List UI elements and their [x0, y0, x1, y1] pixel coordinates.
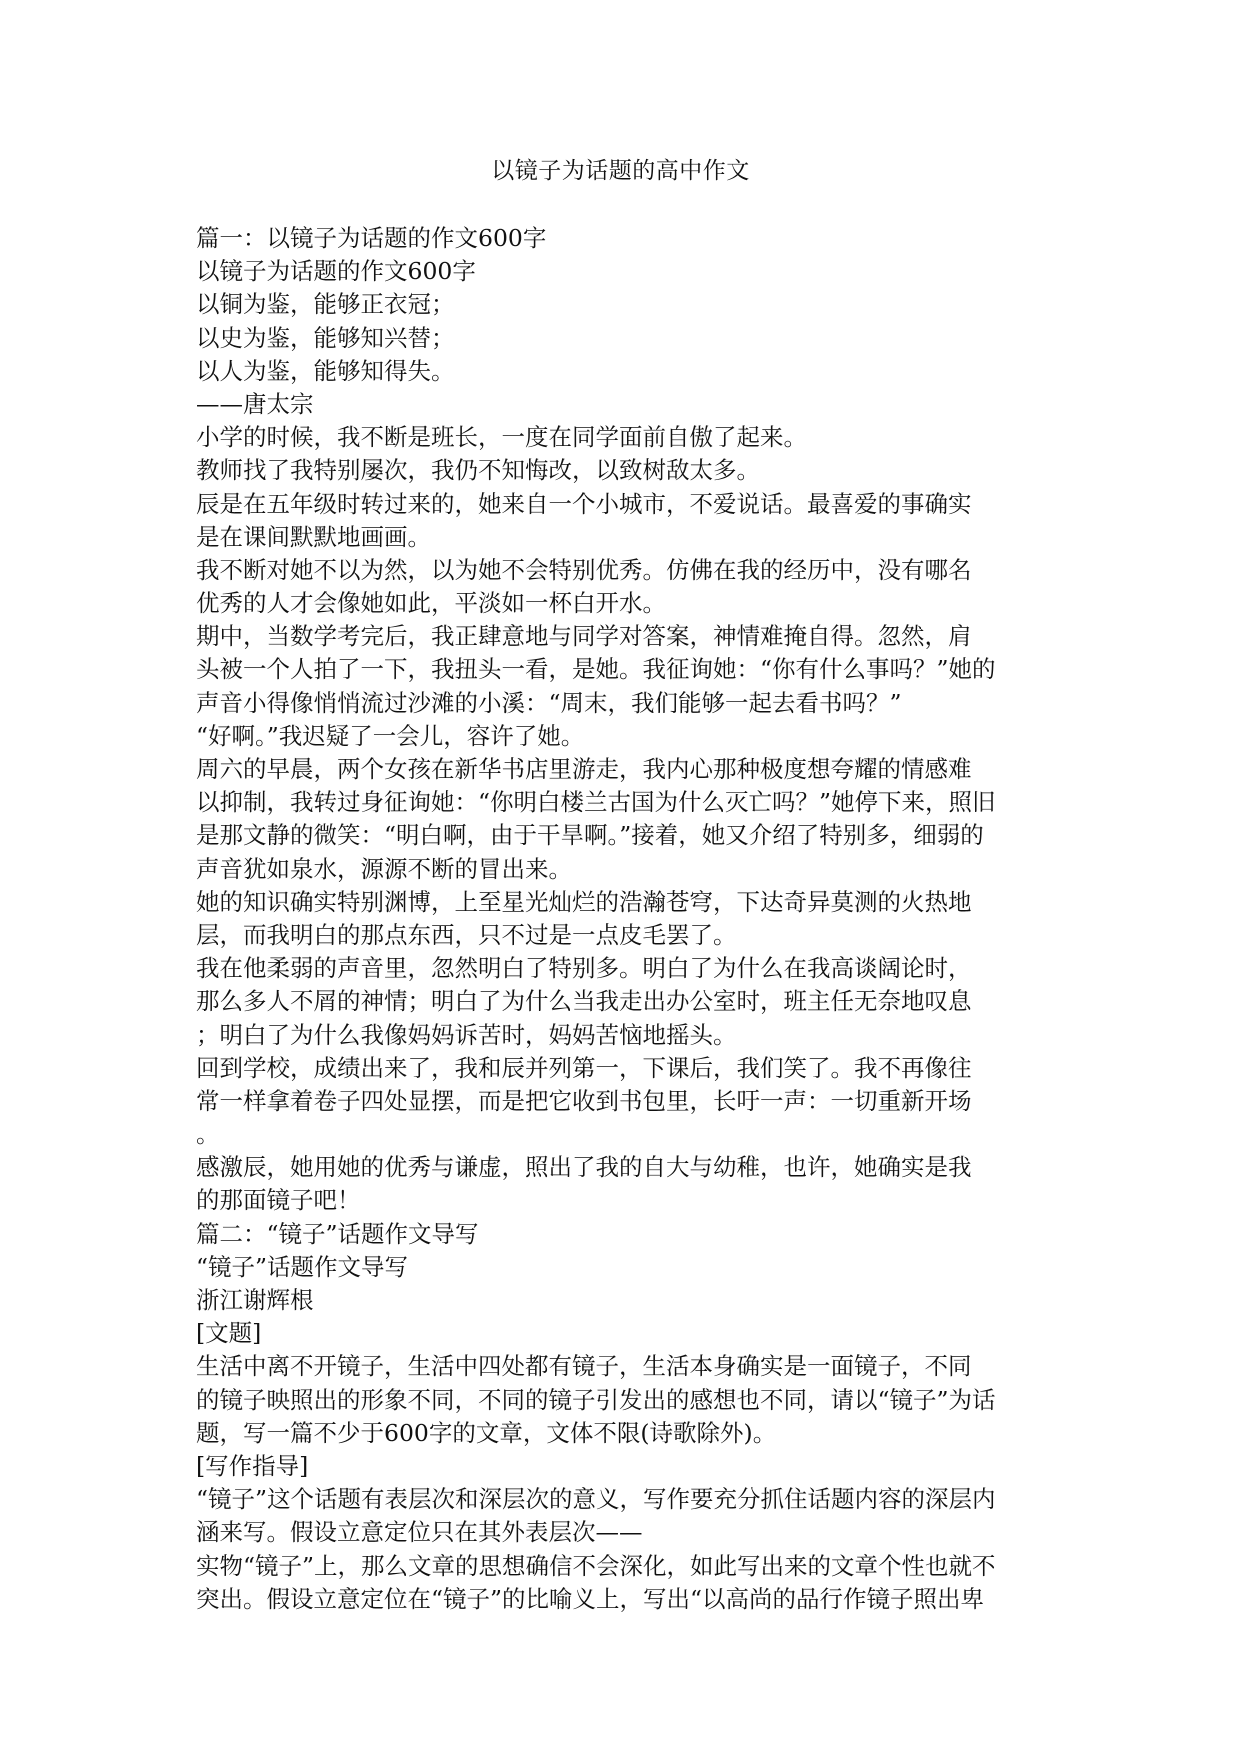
text-line: 小学的时候，我不断是班长，一度在同学面前自傲了起来。 [196, 423, 807, 452]
text-line: 我不断对她不以为然，以为她不会特别优秀。仿佛在我的经历中，没有哪名 [196, 555, 972, 584]
text-line: 头被一个人拍了一下，我扭头一看，是她。我征询她：“你有什么事吗？”她的 [196, 655, 996, 684]
text-line: 实物“镜子”上，那么文章的思想确信不会深化，如此写出来的文章个性也就不 [196, 1551, 996, 1580]
text-line: 以人为鉴，能够知得失。 [196, 356, 455, 385]
text-line: ——唐太宗 [196, 389, 314, 418]
text-line: 。 [196, 1120, 220, 1149]
text-line: [写作指导] [196, 1451, 309, 1480]
text-line: ；明白了为什么我像妈妈诉苦时，妈妈苦恼地摇头。 [196, 1020, 737, 1049]
text-line: [文题] [196, 1319, 262, 1348]
text-line: “镜子”这个话题有表层次和深层次的意义，写作要充分抓住话题内容的深层内 [196, 1485, 996, 1514]
text-line: 教师找了我特别屡次，我仍不知悔改，以致树敌太多。 [196, 456, 760, 485]
text-line: 常一样拿着卷子四处显摆，而是把它收到书包里，长吁一声：一切重新开场 [196, 1086, 972, 1115]
text-line: 她的知识确实特别渊博，上至星光灿烂的浩瀚苍穹，下达奇异莫测的火热地 [196, 887, 972, 916]
text-line: 声音小得像悄悄流过沙滩的小溪：“周末，我们能够一起去看书吗？” [196, 688, 902, 717]
text-line: 以铜为鉴，能够正衣冠； [196, 290, 455, 319]
text-line: 那么多人不屑的神情；明白了为什么当我走出办公室时，班主任无奈地叹息 [196, 987, 972, 1016]
text-line: 声音犹如泉水，源源不断的冒出来。 [196, 854, 572, 883]
text-line: 层，而我明白的那点东西，只不过是一点皮毛罢了。 [196, 920, 737, 949]
text-line: 涵来写。假设立意定位只在其外表层次—— [196, 1518, 643, 1547]
text-line: 生活中离不开镜子，生活中四处都有镜子，生活本身确实是一面镜子，不同 [196, 1352, 972, 1381]
text-line: 回到学校，成绩出来了，我和辰并列第一，下课后，我们笑了。我不再像往 [196, 1053, 972, 1082]
text-line: 篇一：以镜子为话题的作文600字 [196, 224, 547, 252]
text-line: “好啊。”我迟疑了一会儿，容许了她。 [196, 721, 585, 750]
text-line: 周六的早晨，两个女孩在新华书店里游走，我内心那种极度想夸耀的情感难 [196, 755, 972, 783]
text-line: 是那文静的微笑：“明白啊，由于干旱啊。”接着，她又介绍了特别多，细弱的 [196, 821, 984, 850]
text-line: “镜子”话题作文导写 [196, 1252, 409, 1281]
text-line: 辰是在五年级时转过来的，她来自一个小城市，不爱说话。最喜爱的事确实 [196, 489, 972, 518]
text-line: 浙江谢辉根 [196, 1286, 314, 1314]
text-line: 以抑制，我转过身征询她：“你明白楼兰古国为什么灭亡吗？”她停下来，照旧 [196, 788, 996, 817]
text-line: 的镜子映照出的形象不同，不同的镜子引发出的感想也不同，请以“镜子”为话 [196, 1385, 996, 1414]
text-line: 以镜子为话题的作文600字 [196, 257, 476, 286]
text-line: 以史为鉴，能够知兴替； [196, 323, 455, 352]
text-line: 的那面镜子吧！ [196, 1186, 361, 1215]
text-line: 突出。假设立意定位在“镜子”的比喻义上，写出“以高尚的品行作镜子照出卑 [196, 1584, 985, 1613]
text-line: 期中，当数学考完后，我正肆意地与同学对答案，神情难掩自得。忽然，肩 [196, 622, 972, 651]
text-line: 我在他柔弱的声音里，忽然明白了特别多。明白了为什么在我高谈阔论时， [196, 954, 972, 983]
text-line: 题，写一篇不少于600字的文章，文体不限(诗歌除外)。 [196, 1418, 777, 1447]
text-line: 是在课间默默地画画。 [196, 522, 431, 551]
document-body [196, 222, 1056, 1616]
text-line: 优秀的人才会像她如此，平淡如一杯白开水。 [196, 589, 666, 618]
text-line: 篇二：“镜子”话题作文导写 [196, 1219, 479, 1248]
document-title: 以镜子为话题的高中作文 [491, 158, 750, 184]
text-line: 感激辰，她用她的优秀与谦虚，照出了我的自大与幼稚，也许，她确实是我 [196, 1153, 972, 1182]
